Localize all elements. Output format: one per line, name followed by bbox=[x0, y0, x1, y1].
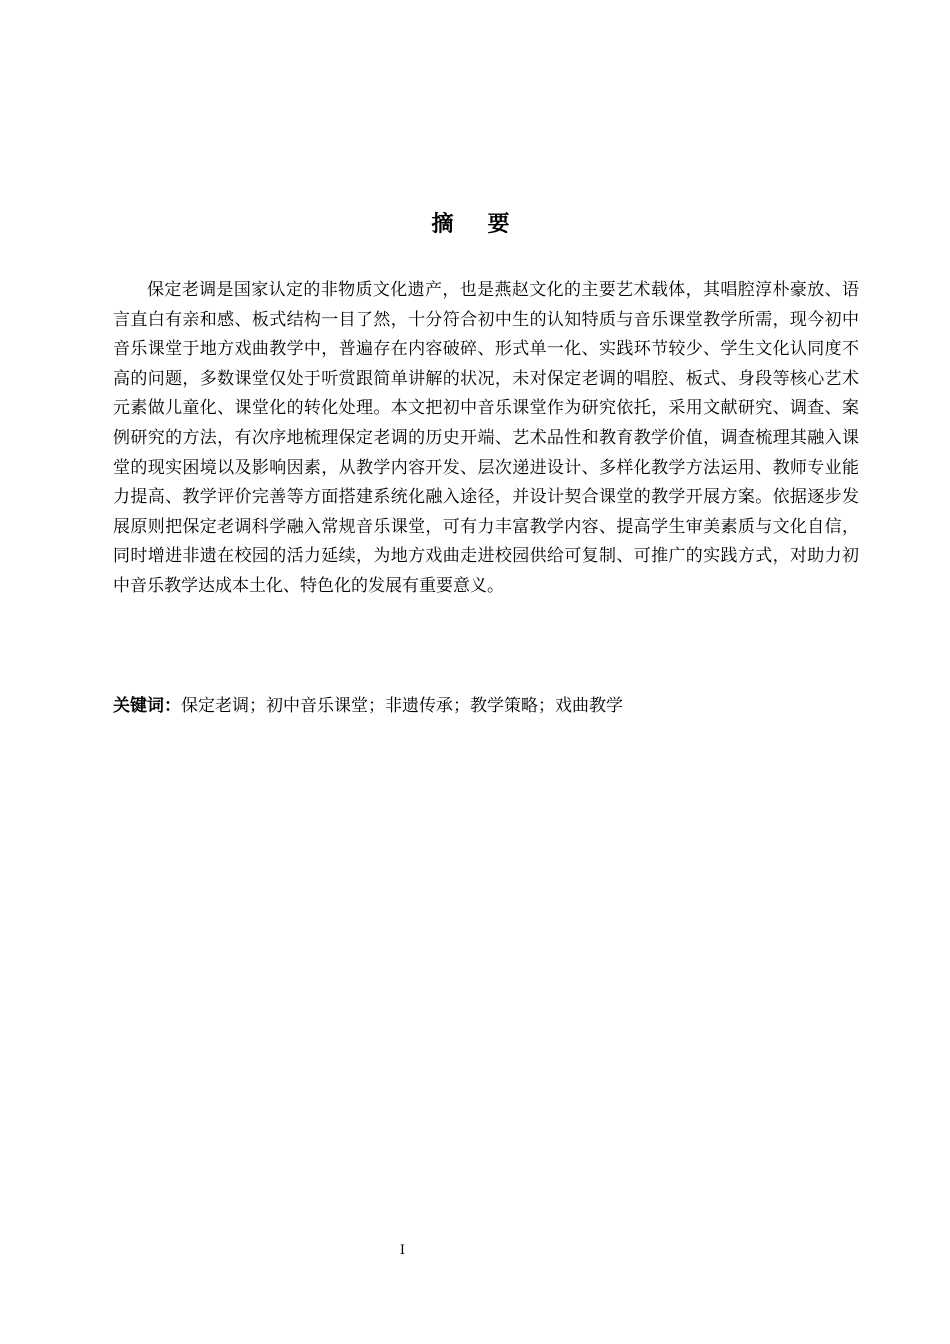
keywords-line bbox=[113, 692, 859, 721]
abstract-title: 摘要 bbox=[431, 212, 544, 237]
abstract-body: 保定老调是国家认定的非物质文化遗产，也是燕赵文化的主要艺术载体，其唱腔淳朴豪放、语言直白有亲和感、板式结构一目了然，十分符合初中生的认知特质与音乐课堂教学所需，现今初中音乐课堂于地方戏曲教学中，普遍存在内容破碎、形式单一化、实践环节较少、学生文化认同度不高的问题，多数课堂仅处于听赏跟简单讲解的状况，未对保定老调的唱腔、板式、身段等核心艺术元素做儿童化、课堂化的转化处理。本文把初中音乐课堂作为研究依托，采用文献研究、调查、案例研究的方法，有次序地梳理保定老调的历史开端、艺术品性和教育教学价值，调查梳理其融入课堂的现实困境以及影响因素，从教学内容开发、层次递进设计、多样化教学方法运用、教师专业能力提高、教学评价完善等方面搭建系统化融入途径，并设计契合课堂的教学开展方案。依据逐步发展原则把保定老调科学融入常规音乐课堂，可有力丰富教学内容、提高学生审美素质与文化自信，同时增进非遗在校园的活力延续，为地方戏曲走进校园供给可复制、可推广的实践方式，对助力初中音乐教学达成本土化、特色化的发展有重要意义。 bbox=[113, 280, 859, 596]
keywords-text: 保定老调；初中音乐课堂；非遗传承；教学策略；戏曲教学 bbox=[181, 696, 623, 716]
keywords-label: 关键词： bbox=[113, 696, 181, 716]
page-number: I bbox=[399, 1243, 406, 1258]
